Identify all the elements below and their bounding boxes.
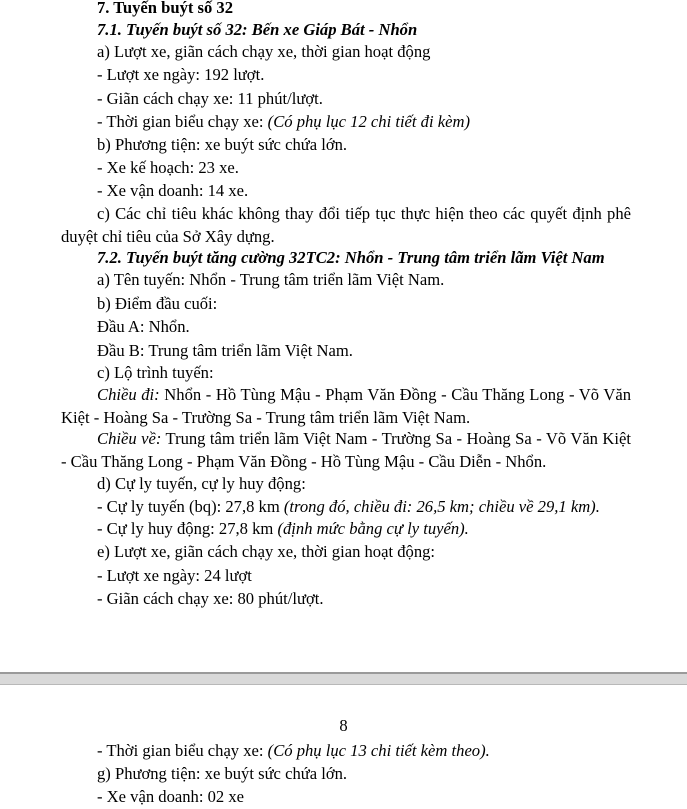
- planned-vehicles: - Xe kế hoạch: 23 xe.: [97, 158, 239, 177]
- schedule-label-next: - Thời gian biểu chạy xe:: [97, 741, 268, 760]
- schedule-label: - Thời gian biểu chạy xe:: [97, 112, 268, 131]
- distance-heading: d) Cự ly tuyến, cự ly huy động:: [97, 474, 306, 493]
- return-label: Chiều về:: [97, 429, 162, 448]
- outbound-label: Chiều đi:: [97, 385, 160, 404]
- schedule-note-next: (Có phụ lục 13 chi tiết kèm theo).: [267, 741, 490, 760]
- operating-vehicles-next: - Xe vận doanh: 02 xe: [97, 787, 244, 806]
- daily-trips: - Lượt xe ngày: 192 lượt.: [97, 65, 265, 84]
- operating-vehicles: - Xe vận doanh: 14 xe.: [97, 181, 249, 200]
- section-title: 7. Tuyến buýt số 32: [97, 0, 234, 17]
- outbound-route: Nhổn - Hồ Tùng Mậu - Phạm Văn Đồng - Cầu Thăng Long - Võ Văn Kiệt - Hoàng Sa - Trường Sa - Trung tâm triển lãm Việt Nam.: [61, 385, 632, 427]
- page-number: 8: [339, 716, 348, 735]
- subsection-heading-7-1: 7.1. Tuyến buýt số 32: Bến xe Giáp Bát - Nhổn: [97, 20, 418, 39]
- item-b-vehicle: b) Phương tiện: xe buýt sức chứa lớn.: [97, 135, 348, 154]
- subsection-heading-7-2: 7.2. Tuyến buýt tăng cường 32TC2: Nhổn - Trung tâm triển lãm Việt Nam: [97, 248, 605, 267]
- terminals-heading: b) Điểm đầu cuối:: [97, 294, 218, 313]
- daily-trips-32tc2: - Lượt xe ngày: 24 lượt: [97, 566, 252, 585]
- terminal-a: Đầu A: Nhổn.: [97, 317, 190, 336]
- route-return: [61, 428, 631, 473]
- return-route: Trung tâm triển lãm Việt Nam - Trường Sa - Hoàng Sa - Võ Văn Kiệt - Cầu Thăng Long - Phạm Văn Đồng - Hồ Tùng Mậu - Cầu Diễn - Nhổn.: [61, 429, 631, 471]
- route-distance: [97, 496, 600, 519]
- mobilization-label: - Cự ly huy động: 27,8 km: [97, 519, 278, 538]
- mobilization-distance: [97, 518, 469, 541]
- schedule-line: [97, 111, 470, 134]
- schedule-note: (Có phụ lục 12 chi tiết đi kèm): [267, 112, 470, 131]
- route-name: a) Tên tuyến: Nhổn - Trung tâm triển lãm Việt Nam.: [97, 270, 445, 289]
- route-distance-label: - Cự ly tuyến (bq): 27,8 km: [97, 497, 284, 516]
- trip-interval: - Giãn cách chạy xe: 11 phút/lượt.: [97, 89, 323, 108]
- trip-interval-32tc2: - Giãn cách chạy xe: 80 phút/lượt.: [97, 589, 324, 608]
- item-e-heading: e) Lượt xe, giãn cách chạy xe, thời gian hoạt động:: [97, 542, 436, 561]
- terminal-b: Đầu B: Trung tâm triển lãm Việt Nam.: [97, 341, 353, 360]
- route-outbound: [61, 384, 631, 429]
- schedule-line-next: [97, 740, 490, 763]
- route-distance-note: (trong đó, chiều đi: 26,5 km; chiều về 29,1 km).: [283, 497, 600, 516]
- item-c-other-criteria: c) Các chỉ tiêu khác không thay đổi tiếp tục thực hiện theo các quyết định phê duyệt chỉ tiêu của Sở Xây dựng.: [61, 204, 631, 246]
- mobilization-note: (định mức bằng cự ly tuyến).: [277, 519, 469, 538]
- page-separator: [0, 672, 687, 685]
- route-heading: c) Lộ trình tuyến:: [97, 363, 214, 382]
- item-a-heading: a) Lượt xe, giãn cách chạy xe, thời gian hoạt động: [97, 42, 431, 61]
- item-g-vehicle: g) Phương tiện: xe buýt sức chứa lớn.: [97, 764, 348, 783]
